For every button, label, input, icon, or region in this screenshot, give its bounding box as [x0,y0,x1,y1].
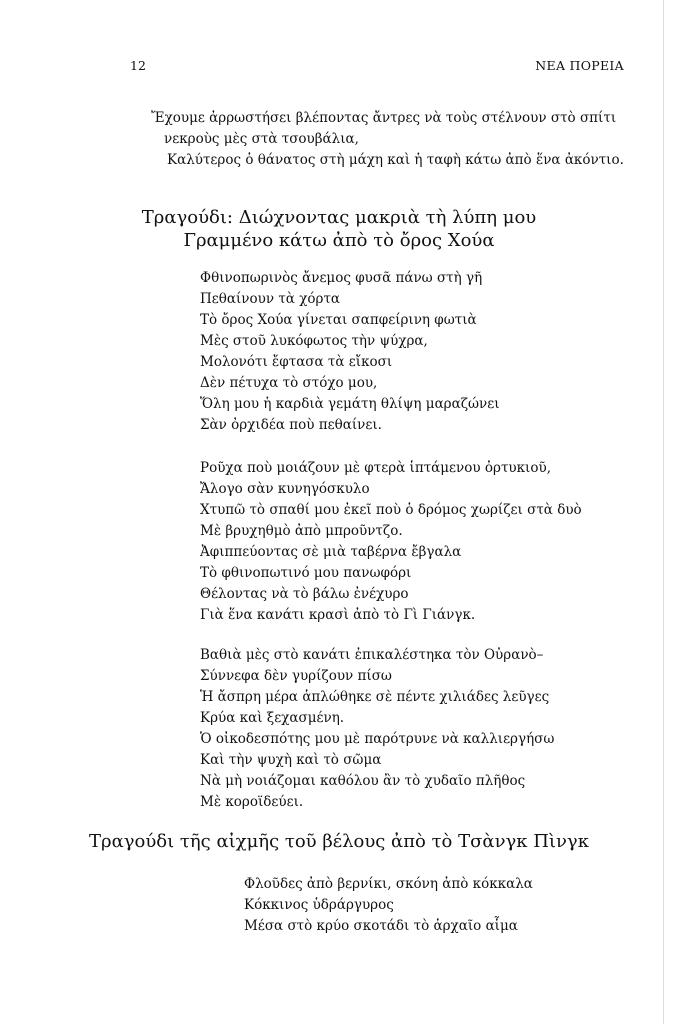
poem-title [0,206,678,252]
poem-title: Τραγούδι τῆς αἰχμῆς τοῦ βέλους ἀπὸ τὸ Τσὰνγκ Πὶνγκ [89,831,589,852]
verse-line: Μολονότι ἔφτασα τὰ εἴκοσι [200,354,393,370]
verse-line: Καλύτερος ὁ θάνατος στὴ μάχη καὶ ἡ ταφὴ κάτω ἀπὸ ἕνα ἀκόντιο. [167,152,624,168]
verse-line: νεκροὺς μὲς στὰ τσουβάλια, [164,131,359,147]
verse-line: Χτυπῶ τὸ σπαθί μου ἐκεῖ ποὺ ὁ δρόμος χωρίζει στὰ δυὸ [200,502,582,518]
verse-line: Φθινοπωρινὸς ἄνεμος φυσᾶ πάνω στὴ γῆ [200,270,483,286]
stanza [200,645,554,813]
verse-line: Φλοῦδες ἀπὸ βερνίκι, σκόνη ἀπὸ κόκκαλα [244,876,533,892]
page-header [0,58,678,78]
verse-line: Νὰ μὴ νοιάζομαι καθόλου ἂν τὸ χυδαῖο πλῆθος [200,773,526,789]
intro-stanza [151,108,624,171]
verse-line: Τὸ ὄρος Χούα γίνεται σαπφείρινη φωτιὰ [200,312,477,328]
verse-line: Ἔχουμε ἀρρωστήσει βλέποντας ἄντρες νὰ τοὺς στέλνουν στὸ σπίτι [151,110,617,126]
verse-line: Ἀφιππεύοντας σὲ μιὰ ταβέρνα ἔβγαλα [200,544,462,560]
verse-line: Δὲν πέτυχα τὸ στόχο μου, [200,375,378,391]
verse-line: Μὲς στοῦ λυκόφωτος τὴν ψύχρα, [200,333,428,349]
verse-line: Τὸ φθινοπωτινό μου πανωφόρι [200,565,412,581]
verse-line: Ροῦχα ποὺ μοιάζουν μὲ φτερὰ ἱπτάμενου ὀρτυκιοῦ, [200,460,551,476]
verse-line: Γιὰ ἕνα κανάτι κρασὶ ἀπὸ τὸ Γὶ Γιάνγκ. [200,607,476,623]
stanza [244,874,533,937]
verse-line: Ὁ οἰκοδεσπότης μου μὲ παρότρυνε νὰ καλλιεργήσω [200,731,555,747]
verse-line: Σὰν ὀρχιδέα ποὺ πεθαίνει. [200,417,382,433]
stanza [200,458,582,626]
verse-line: Θέλοντας νὰ τὸ βάλω ἐνέχυρο [200,586,409,602]
page-edge [663,0,664,1024]
verse-line: Κρύα καὶ ξεχασμένη. [200,710,345,726]
verse-line: Ὅλη μου ἡ καρδιὰ γεμάτη θλίψη μαραζώνει [200,396,500,412]
running-title: ΝΕΑ ΠΟΡΕΙΑ [535,58,624,73]
verse-line: Ἡ ἄσπρη μέρα ἁπλώθηκε σὲ πέντε χιλιάδες λεῦγες [200,689,550,705]
verse-line: Μέσα στὸ κρύο σκοτάδι τὸ ἀρχαῖο αἷμα [244,918,518,934]
verse-line: Ἄλογο σὰν κυνηγόσκυλο [200,481,370,497]
verse-line: Βαθιὰ μὲς στὸ κανάτι ἐπικαλέστηκα τὸν Οὐρανὸ– [200,647,544,663]
verse-line: Μὲ βρυχηθμὸ ἀπὸ μπροῦντζο. [200,523,403,539]
verse-line: Κόκκινος ὑδράργυρος [244,897,394,913]
verse-line: Πεθαίνουν τὰ χόρτα [200,291,341,307]
poem-title-line: Τραγούδι: Διώχνοντας μακριὰ τὴ λύπη μου [141,207,537,228]
verse-line: Σύννεφα δὲν γυρίζουν πίσω [200,668,392,684]
page-number: 12 [130,58,146,73]
poem-title-subline: Γραμμένο κάτω ἀπὸ τὸ ὄρος Χούα [183,230,495,251]
verse-line: Καὶ τὴν ψυχὴ καὶ τὸ σῶμα [200,752,382,768]
stanza [200,268,500,436]
verse-line: Μὲ κοροϊδεύει. [200,794,304,810]
